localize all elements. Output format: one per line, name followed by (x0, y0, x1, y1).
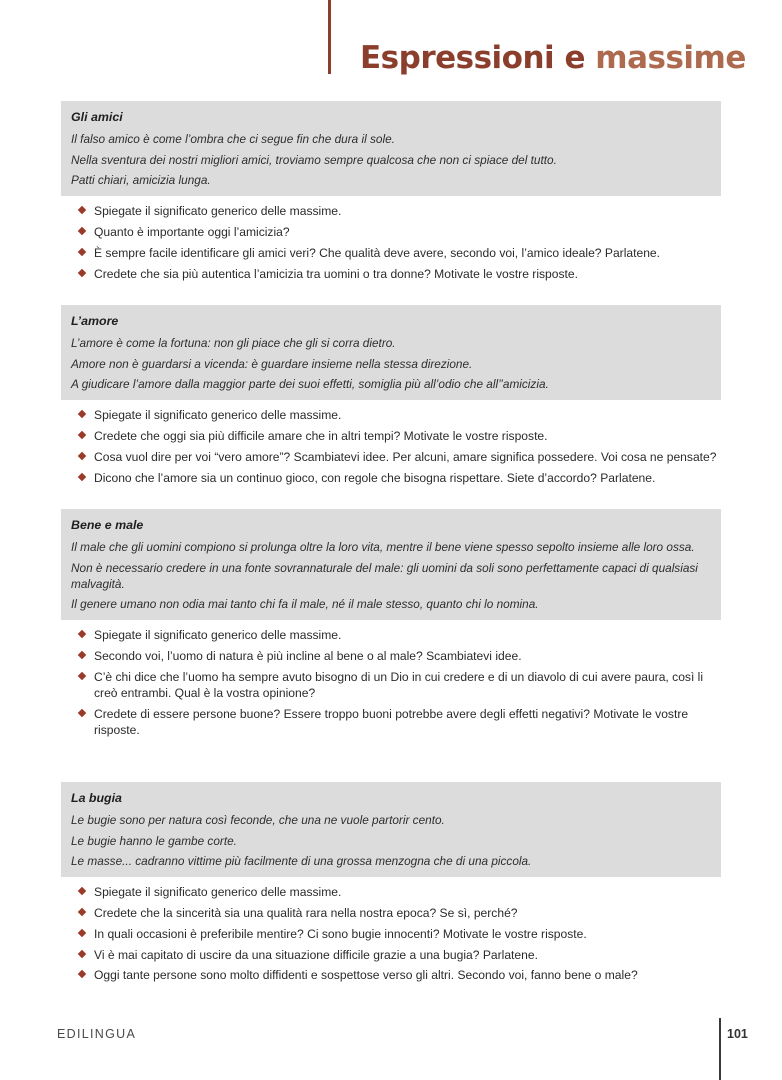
question-item (79, 203, 721, 219)
diamond-bullet-icon (78, 949, 86, 957)
question-text: Oggi tante persone sono molto diffidenti e sospettose verso gli altri. Secondo voi, fanno bene o male? (94, 968, 638, 983)
question-item (79, 884, 721, 900)
question-text: Secondo voi, l’uomo di natura è più incline al bene o al male? Scambiatevi idee. (94, 648, 522, 663)
quote-box (61, 782, 721, 877)
question-text: Spiegate il significato generico delle massime. (94, 204, 342, 219)
diamond-bullet-icon (78, 472, 86, 480)
question-list (61, 627, 721, 737)
diamond-bullet-icon (78, 248, 86, 256)
diamond-bullet-icon (78, 630, 86, 638)
section-heading: La bugia (71, 791, 122, 805)
title-rule (328, 0, 331, 74)
diamond-bullet-icon (78, 887, 86, 895)
diamond-bullet-icon (78, 206, 86, 214)
question-text: Credete che la sincerità sia una qualità rara nella nostra epoca? Se sì, perché? (94, 905, 518, 920)
question-text: Credete che sia più autentica l’amicizia tra uomini o tra donne? Motivate le vostre risposte. (94, 266, 578, 281)
quote-line: Nella sventura dei nostri migliori amici, troviamo sempre qualcosa che non ci spiace del tutto. (71, 152, 557, 167)
section-gli-amici (61, 101, 721, 282)
question-item (79, 470, 721, 486)
question-item (79, 669, 721, 701)
question-item (79, 926, 721, 942)
question-text: In quali occasioni è preferibile mentire? Ci sono bugie innocenti? Motivate le vostre risposte. (94, 926, 587, 941)
quote-box (61, 101, 721, 196)
page-title (360, 40, 746, 76)
section-heading: Gli amici (71, 110, 123, 124)
question-list (61, 884, 721, 983)
question-text: Cosa vuol dire per voi “vero amore”? Scambiatevi idee. Per alcuni, amare significa possedere. Voi cosa ne pensate? (94, 449, 717, 464)
diamond-bullet-icon (78, 929, 86, 937)
quote-line: Patti chiari, amicizia lunga. (71, 173, 211, 188)
question-text: Quanto è importante oggi l’amicizia? (94, 224, 290, 239)
question-text: Credete di essere persone buone? Essere troppo buoni potrebbe avere degli effetti negativi? Motivate le vostre risposte. (94, 706, 689, 737)
question-text: Spiegate il significato generico delle massime. (94, 628, 342, 643)
quote-line: Il male che gli uomini compiono si prolunga oltre la loro vita, mentre il bene viene spesso sepolto insieme alle loro ossa. (71, 540, 695, 554)
diamond-bullet-icon (78, 708, 86, 716)
section-heading: Bene e male (71, 518, 144, 532)
quote-line: A giudicare l’amore dalla maggior parte dei suoi effetti, somiglia più all’odio che all’’amicizia. (71, 377, 549, 392)
diamond-bullet-icon (78, 452, 86, 460)
question-item (79, 947, 721, 963)
quote-line: Le bugie sono per natura così feconde, che una ne vuole partorir cento. (71, 813, 445, 827)
page-title-part1: Espressioni e (360, 40, 585, 76)
quote-line: Il falso amico è come l’ombra che ci segue fin che dura il sole. (71, 132, 395, 146)
diamond-bullet-icon (78, 908, 86, 916)
quote-line: Le masse... cadranno vittime più facilmente di una grossa menzogna che di una piccola. (71, 854, 532, 869)
question-text: Vi è mai capitato di uscire da una situazione difficile grazie a una bugia? Parlatene. (94, 947, 538, 962)
question-text: Dicono che l’amore sia un continuo gioco, con regole che bisogna rispettare. Siete d’accordo? Parlatene. (94, 470, 656, 485)
question-text: Credete che oggi sia più difficile amare che in altri tempi? Motivate le vostre risposte. (94, 428, 548, 443)
section-l-amore (61, 305, 721, 486)
question-item (79, 245, 721, 261)
section-heading: L’amore (71, 314, 119, 328)
question-text: È sempre facile identificare gli amici veri? Che qualità deve avere, secondo voi, l’amico ideale? Parlatene. (94, 245, 661, 260)
publisher-logo: EDILINGUA (57, 1027, 137, 1041)
diamond-bullet-icon (78, 431, 86, 439)
diamond-bullet-icon (78, 227, 86, 235)
quote-line: Il genere umano non odia mai tanto chi fa il male, né il male stesso, quanto chi lo nomina. (71, 597, 539, 612)
question-item (79, 706, 721, 738)
quote-line: Amore non è guardarsi a vicenda: è guardare insieme nella stessa direzione. (71, 356, 473, 371)
question-item (79, 266, 721, 282)
question-list (61, 407, 721, 485)
page-number: 101 (727, 1027, 748, 1041)
question-item (79, 905, 721, 921)
section-la-bugia (61, 782, 721, 983)
section-bene-e-male (61, 509, 721, 738)
question-item (79, 648, 721, 664)
question-item (79, 967, 721, 983)
quote-line: Non è necessario credere in una fonte sovrannaturale del male: gli uomini da soli sono perfettamente capaci di qualsiasi malvagità. (71, 560, 698, 591)
question-text: C’è chi dice che l’uomo ha sempre avuto bisogno di un Dio in cui credere e di un diavolo di cui avere paura, così li creò entrambi. Qual è la vostra opinione? (94, 669, 704, 700)
page-number-rule (719, 1018, 721, 1080)
question-item (79, 428, 721, 444)
diamond-bullet-icon (78, 268, 86, 276)
question-item (79, 407, 721, 423)
diamond-bullet-icon (78, 410, 86, 418)
diamond-bullet-icon (78, 970, 86, 978)
question-item (79, 627, 721, 643)
quote-line: Le bugie hanno le gambe corte. (71, 833, 237, 848)
question-item (79, 449, 721, 465)
diamond-bullet-icon (78, 651, 86, 659)
quote-box (61, 305, 721, 400)
page-title-part2: massime (595, 40, 746, 76)
question-list (61, 203, 721, 281)
quote-line: L’amore è come la fortuna: non gli piace che gli si corra dietro. (71, 336, 396, 350)
question-item (79, 224, 721, 240)
diamond-bullet-icon (78, 672, 86, 680)
quote-box (61, 509, 721, 620)
question-text: Spiegate il significato generico delle massime. (94, 408, 342, 423)
question-text: Spiegate il significato generico delle massime. (94, 885, 342, 900)
